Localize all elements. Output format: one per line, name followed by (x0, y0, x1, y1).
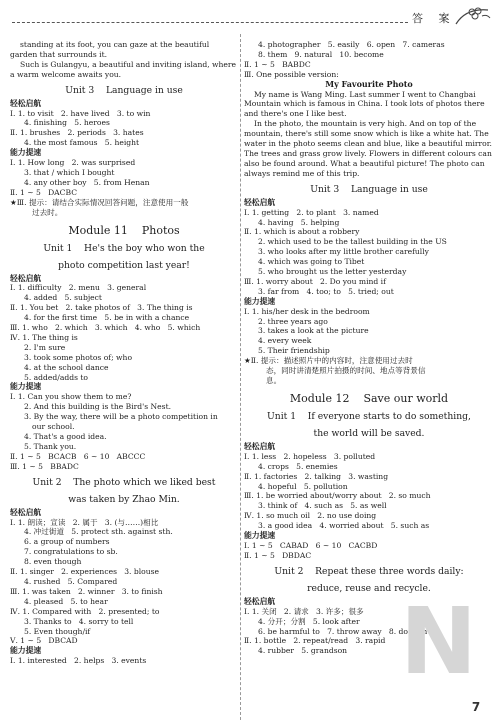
answer-line: 5. who brought us the letter yesterday (258, 267, 407, 277)
unit-heading: Unit 1 If everyone starts to do something, (267, 410, 471, 422)
answer-line: Ⅱ. 1 ~ 5 BCACB 6 ~ 10 ABCCC (10, 451, 146, 461)
left-column (10, 40, 238, 666)
answer-line: Ⅳ. 1. so much oil 2. no use doing (244, 511, 377, 521)
answer-line: ★Ⅲ. 提示：请结合实际情况回答问题，注意使用一般 (10, 197, 189, 207)
answer-line: 3. think of 4. such as 5. as well (258, 501, 387, 511)
answer-line: 2. And this building is the Bird's Nest. (24, 402, 172, 412)
answer-line: 8. even though (24, 557, 82, 567)
answer-line: Ⅲ. One possible version: (244, 69, 339, 79)
answer-line: 4. That's a good idea. (24, 432, 107, 441)
flower-icon (452, 4, 492, 26)
answer-line: 2. I'm sure (24, 342, 66, 352)
answer-line: Ⅱ. 1. singer 2. experiences 3. blouse (10, 567, 160, 577)
answer-line: our school. (32, 422, 75, 432)
answer-line: Ⅰ. 1. 关闭 2. 请求 3. 许多；很多 (244, 606, 364, 616)
answer-line: Ⅲ. 1. who 2. which 3. which 4. who 5. which (10, 323, 201, 333)
answer-line: 5. Their friendship (258, 346, 330, 356)
unit-heading: Unit 3 Language in use (310, 183, 428, 195)
unit-heading: Unit 1 He's the boy who won the (43, 242, 205, 254)
section-label: 能力提速 (10, 382, 42, 392)
unit-heading: Unit 2 Repeat these three words daily: (274, 565, 464, 577)
answer-line: Ⅰ. 1. interested 2. helps 3. events (10, 656, 147, 666)
paragraph: standing at its foot, you can gaze at the beautiful garden that surrounds it. (10, 40, 210, 59)
paragraph: My name is Wang Ming. Last summer I went to Changbai Mountain which is famous in China. I took lots of photos there and there's one I like best. (244, 89, 485, 119)
column-divider (240, 34, 241, 720)
answer-line: 3. that / which I bought (24, 167, 115, 177)
answer-line: Ⅱ. 1. You bet 2. take photos of 3. The thing is (10, 303, 193, 313)
answer-line: Ⅴ. 1 ~ 5 DBCAD (10, 636, 78, 646)
answer-line: Ⅰ. 1. his/her desk in the bedroom (244, 306, 370, 316)
answer-line: Ⅲ. 1. be worried about/worry about 2. so much (244, 491, 431, 501)
section-label: 轻松启航 (244, 441, 276, 451)
section-label: 能力提速 (244, 531, 276, 541)
answer-line: Ⅰ. 1. less 2. hopeless 3. polluted (244, 451, 376, 461)
answer-line: Ⅱ. 1. brushes 2. periods 3. hates (10, 128, 144, 138)
answer-line: 4. rubber 5. grandson (258, 646, 348, 656)
answer-line: 4. hopeful 5. pollution (258, 481, 348, 491)
section-label: 轻松启航 (10, 98, 42, 108)
answer-line: 过去时。 (32, 207, 63, 217)
answer-line: Ⅰ. 1. to visit 2. have lived 3. to win (10, 108, 151, 118)
answer-line: Ⅲ. 1. worry about 2. Do you mind if (244, 276, 386, 286)
answer-line: 3. took some photos of; who (24, 352, 133, 362)
answer-line: 息。 (266, 376, 282, 385)
answer-line: Ⅱ. 1 ~ 5 DACBC (10, 187, 77, 197)
answer-line: Ⅰ. 1. Can you show them to me? (10, 392, 132, 402)
answer-line: 4. rushed 5. Compared (24, 576, 118, 586)
answer-line: 3. takes a look at the picture (258, 326, 369, 336)
answer-line: 3. far from 4. too; to 5. tried; out (258, 286, 394, 296)
section-label: 能力提速 (10, 148, 42, 158)
answer-line: 3. a good idea 4. worried about 5. such as (258, 521, 430, 531)
answer-line: 4. finishing 5. heroes (24, 118, 110, 128)
answer-line: 4. every week (258, 336, 312, 346)
unit-heading: Unit 2 The photo which we liked best (32, 476, 216, 488)
answer-line: 4. at the school dance (24, 362, 109, 372)
answer-line: 4. crops 5. enemies (258, 461, 338, 471)
answer-line: 态，同时讲清楚照片拍摄的时间、地点等背景信 (266, 366, 426, 376)
section-label: 轻松启航 (244, 596, 276, 606)
essay-title: My Favourite Photo (325, 78, 413, 89)
unit-heading: reduce, reuse and recycle. (307, 582, 431, 594)
answer-line: Ⅱ. 1. bottle 2. repeat/read 3. rapid (244, 636, 386, 646)
answer-line: Ⅰ. 1. How long 2. was surprised (10, 158, 136, 168)
answer-line: Ⅳ. 1. The thing is (10, 332, 78, 342)
answer-line: Ⅰ. 1 ~ 5 CABAD 6 ~ 10 CACBD (244, 540, 378, 550)
answer-line: 5. Even though/if (24, 626, 91, 636)
answer-line: 4. any other boy 5. from Henan (24, 177, 150, 187)
answer-line: 4. which was going to Tibet (258, 257, 365, 267)
answer-line: 7. congratulations to sb. (24, 547, 118, 557)
answer-line: 8. them 9. natural 10. become (258, 49, 384, 59)
section-label: 轻松启航 (244, 197, 276, 207)
answer-line: 3. Thanks to 4. sorry to tell (24, 616, 134, 626)
answer-line: Ⅰ. 1. getting 2. to plant 3. named (244, 207, 379, 217)
answer-line: ★Ⅱ. 提示：描述照片中的内容时，注意使用过去时 (244, 356, 413, 366)
unit-heading: was taken by Zhao Min. (68, 493, 180, 505)
answer-line: Ⅲ. 1. was taken 2. winner 3. to finish (10, 586, 163, 596)
answer-line: 3. By the way, there will be a photo competition in (24, 412, 218, 422)
module-heading: Module 11 Photos (68, 223, 180, 237)
answer-line: 4. having 5. helping (258, 217, 340, 227)
answer-line: Ⅰ. 1. difficulty 2. menu 3. general (10, 283, 147, 293)
page-number: 7 (471, 700, 481, 714)
answer-line: 5. added/adds to (24, 372, 89, 382)
answer-line: Ⅲ. 1 ~ 5 BBADC (10, 461, 79, 471)
answer-line: 4. 分开；分割 5. look after (258, 616, 360, 626)
unit-heading: photo competition last year! (58, 259, 190, 271)
watermark-letter: N (400, 588, 477, 695)
section-label: 轻松启航 (10, 273, 42, 283)
answer-line: 4. the most famous 5. height (24, 138, 140, 148)
paragraph: Such is Gulangyu, a beautiful and inviting island, where a warm welcome awaits you. (10, 59, 237, 79)
answer-line: 2. three years ago (258, 316, 328, 326)
section-label: 能力提速 (10, 646, 42, 656)
answer-line: Ⅰ. 1. 朗读；宣读 2. 属于 3. (与……)相比 (10, 517, 159, 527)
header-title: 答 案 (412, 12, 456, 25)
paragraph: In the photo, the mountain is very high. And on top of the mountain, there's still some snow which is like a white hat. The water in the photo seems clean and blue, like a beautiful mirror. The trees and grass grow lively. Flowers in different colours can also be found around. What a beautiful picture! The photo can always remind me of this trip. (244, 119, 492, 178)
module-heading: Module 12 Save our world (289, 391, 449, 405)
section-label: 能力提速 (244, 296, 276, 306)
right-column (244, 40, 494, 656)
answer-line: 4. pleased 5. to hear (24, 596, 108, 606)
answer-line: 3. who looks after my little brother carefully (258, 247, 429, 257)
answer-line: Ⅱ. 1 ~ 5 BABDC (244, 59, 311, 69)
unit-heading: Unit 3 Language in use (65, 84, 183, 96)
answer-line: 2. which used to be the tallest building in the US (258, 237, 447, 247)
section-label: 轻松启航 (10, 507, 42, 517)
page-header (0, 0, 500, 30)
unit-heading: the world will be saved. (313, 427, 425, 439)
answer-line: 4. photographer 5. easily 6. open 7. cameras (258, 40, 445, 49)
answer-line: Ⅱ. 1 ~ 5 DBDAC (244, 550, 312, 560)
answer-line: 4. 冲过街道 5. protect sth. against sth. (24, 527, 173, 537)
answer-line: 6. a group of numbers (24, 537, 110, 547)
answer-line: Ⅱ. 1. factories 2. talking 3. wasting (244, 471, 389, 481)
header-rule (12, 22, 408, 23)
answer-line: 4. added 5. subject (24, 293, 102, 303)
answer-line: Ⅱ. 1. which is about a robbery (244, 227, 360, 237)
answer-line: Ⅳ. 1. Compared with 2. presented; to (10, 606, 160, 616)
answer-line: 6. be harmful to 7. throw away 8. do with (258, 626, 428, 636)
answer-line: 5. Thank you. (24, 441, 77, 451)
answer-line: 4. for the first time 5. be in with a chance (24, 313, 190, 323)
